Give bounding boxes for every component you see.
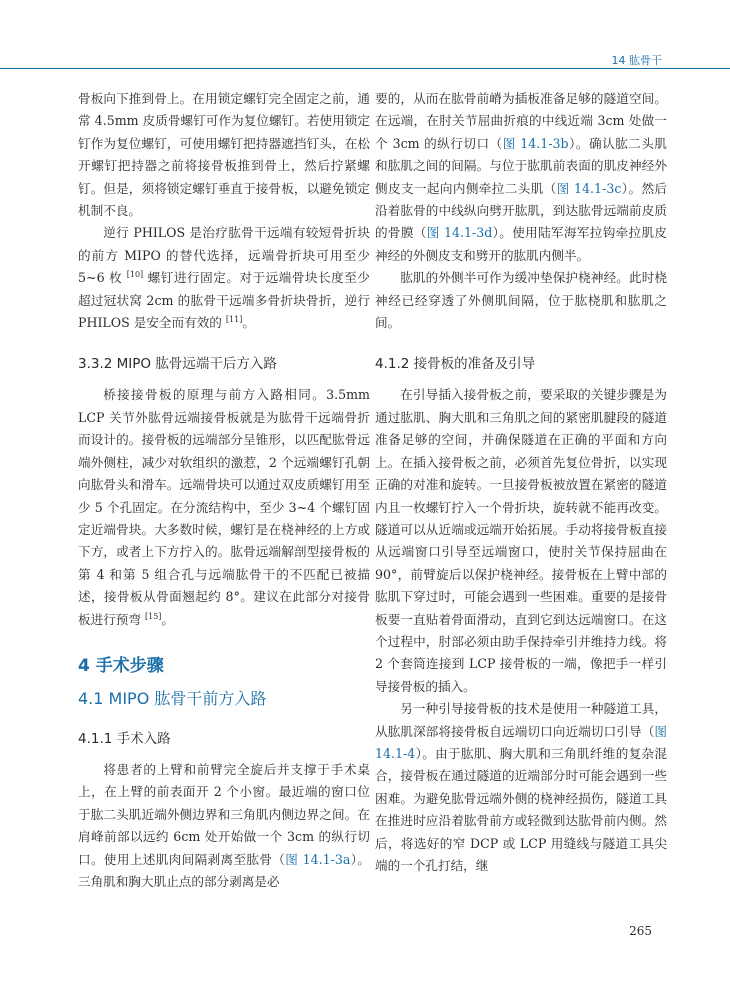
right-paragraph-2: 肱肌的外侧半可作为缓冲垫保护桡神经。此时桡神经已经穿透了外侧肌间隔，位于肱桡肌和肱肌之间。 — [375, 270, 667, 331]
figure-ref-14-1-3b[interactable]: 图 14.1-3b — [502, 135, 569, 151]
right-p1-text-b: ）。确认肱二头肌和肱肌之间的间隔。与位于肱肌前表面的肌皮神经外侧皮支一起向内侧牵拉二头肌（ — [375, 135, 668, 196]
left-paragraph-1: 骨板向下推到骨上。在用锁定螺钉完全固定之前，通常 4.5mm 皮质骨螺钉可作为复位螺钉。若使用锁定钉作为复位螺钉，可使用螺钉把持器遮挡钉头，在松开螺钉把持器之前将接骨板推到骨上，然后拧紧螺钉。但是，须将锁定螺钉垂直于接骨板，以避免锁定机制不良。 — [78, 91, 370, 219]
right-p1-text-a: 要的，从而在肱骨前嵴为插板准备足够的隧道空间。在远端，在肘关节屈曲折痕的中线近端 3cm 处做一个 3cm 的纵行切口（ — [375, 91, 667, 151]
running-header: 14 肱骨干 — [611, 54, 662, 67]
left-paragraph-2 — [78, 222, 370, 334]
figure-ref-14-1-3c[interactable]: 图 14.1-3c — [556, 180, 622, 196]
heading-4-1-1: 4.1.1 手术入路 — [78, 730, 171, 747]
right-paragraph-3: 在引导插入接骨板之前，要采取的关键步骤是为通过肱肌、胸大肌和三角肌之间的紧密肌腱段的隧道准备足够的空间，并确保隧道在正确的平面和方向上。在插入接骨板之前，必须首先复位骨折，以实现正确的对准和旋转。一旦接骨板被放置在紧密的隧道内且一枚螺钉拧入一个骨折块，旋转就不能再改变。隧道可以从近端或远端开始拓展。手动将接骨板直接从远端窗口引导至远端窗口，使肘关节保持屈曲在 90°，前臂旋后以保护桡神经。接骨板在上臂中部的肱肌下穿过时，可能会遇到一些困难。重要的是接骨板要一直贴着骨面滑动，直到它到达远端窗口。在这个过程中，肘部必须由助手保持牵引并维持力线。将 2 个套筒连接到 LCP 接骨板的一端，像把手一样引导接骨板的插入。 — [375, 387, 667, 694]
left-p4-text-a: 将患者的上臂和前臂完全旋后并支撑于手术桌上，在上臂的前表面开 2 个小窗。最近端的窗口位于肱二头肌近端外侧边界和三角肌内侧边界之间。在肩峰前部以远约 6cm 处开始做一个 3cm 的纵行切口。使用上述肌肉间隔剥离至肱骨（ — [78, 761, 370, 867]
heading-4-1: 4.1 MIPO 肱骨干前方入路 — [78, 688, 267, 708]
right-paragraph-4 — [375, 698, 667, 877]
citation-15: [15] — [144, 611, 162, 621]
page-number: 265 — [629, 924, 652, 938]
right-p4-text-b: ）。由于肱肌、胸大肌和三角肌纤维的复杂混合，接骨板在通过隧道的近端部分时可能会遇到一些困难。为避免肱骨远端外侧的桡神经损伤，隧道工具在推进时应沿着肱骨前方或轻微到达肱骨前内侧。然后，将选好的窄 DCP 或 LCP 用缝线与隧道工具尖端的一个孔打结，继 — [375, 745, 667, 873]
heading-4: 4 手术步骤 — [78, 655, 164, 676]
citation-10: [10] — [126, 270, 144, 280]
right-p4-text-a: 另一种引导接骨板的技术是使用一种隧道工具，从肱肌深部将接骨板自远端切口向近端切口引导（ — [375, 701, 667, 739]
left-p2-text-c: 。 — [242, 315, 255, 331]
left-p2-text-b: 螺钉进行固定。对于远端骨块长度至少超过冠状窝 2cm 的肱骨干远端多骨折块骨折，逆行 PHILOS 是安全而有效的 — [78, 270, 370, 331]
figure-ref-14-1-3d[interactable]: 图 14.1-3d — [426, 225, 493, 241]
figure-ref-14-1-3a[interactable]: 图 14.1-3a — [285, 851, 351, 867]
left-p3-text-a: 桥接接骨板的原理与前方入路相同。3.5mm LCP 关节外肱骨远端接骨板就是为肱骨干远端骨折而设计的。接骨板的远端部分呈锥形，以匹配肱骨远端外侧柱，减少对软组织的激惹，2 个远端螺钉孔朝向肱骨头和滑车。远端骨块可以通过双皮质螺钉用至少 5 个孔固定。在分流结构中，至少 3~4 个螺钉固定近端骨块。大多数时候，螺钉是在桡神经的上方或下方，或者上下方拧入的。肱骨远端解剖型接骨板的第 4 和第 5 组合孔与远端肱骨干的不匹配已被描述，接骨板从骨面翘起约 8°。建议在此部分对接骨板进行预弯 — [78, 387, 370, 627]
right-column — [375, 88, 667, 877]
left-paragraph-3 — [78, 384, 370, 630]
figure-ref-14-1-4[interactable]: 图 14.1-4 — [375, 723, 667, 761]
left-paragraph-4 — [78, 759, 370, 893]
citation-11: [11] — [225, 314, 243, 324]
right-p1-text-d: ）。使用陆军海军拉钩牵拉肌皮神经的外侧皮支和劈开的肱肌内侧半。 — [375, 225, 668, 263]
heading-3-3-2: 3.3.2 MIPO 肱骨远端干后方入路 — [78, 356, 277, 373]
heading-4-1-2: 4.1.2 接骨板的准备及引导 — [375, 356, 536, 373]
left-p4-text-b: ）。三角肌和胸大肌止点的部分剥离是必 — [78, 851, 370, 889]
right-paragraph-1 — [375, 88, 667, 267]
left-column — [78, 88, 370, 893]
right-p1-text-c: ）。然后沿着肱骨的中线纵向劈开肱肌，到达肱骨远端前皮质的骨膜（ — [375, 180, 668, 241]
left-p2-text-a: 逆行 PHILOS 是治疗肱骨干远端有较短骨折块的前方 MIPO 的替代选择，远端骨折块可用至少 5~6 枚 — [78, 225, 370, 286]
header-rule — [0, 68, 730, 69]
left-p3-text-b: 。 — [161, 611, 174, 627]
